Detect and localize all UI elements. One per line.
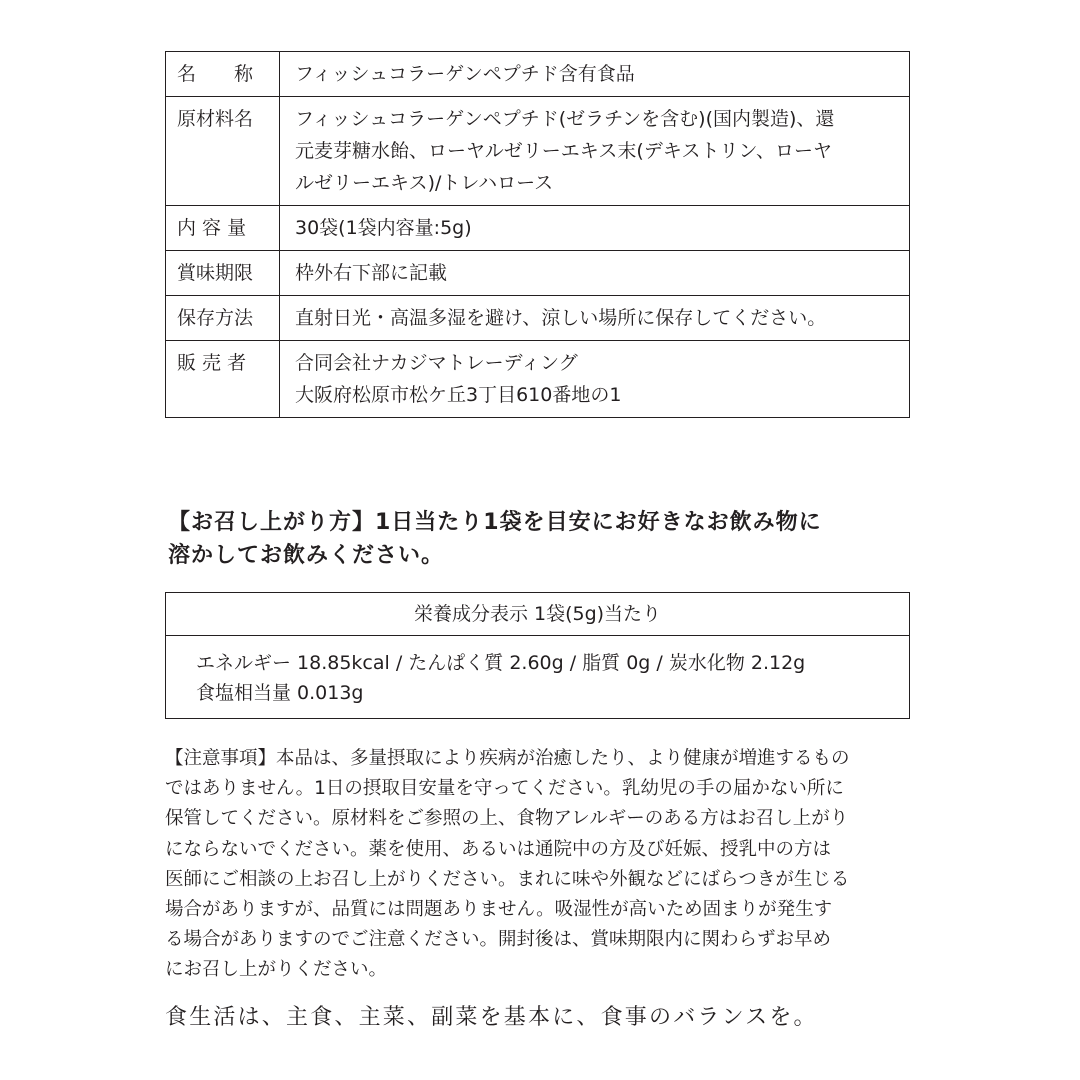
caution-line: にならないでください。薬を使用、あるいは通院中の方及び妊娠、授乳中の方は [165,838,832,860]
caution-line: る場合がありますのでご注意ください。開封後は、賞味期限内に関わらずお早め [165,929,832,951]
value-line: 直射日光・高温多湿を避け、涼しい場所に保存してください。 [295,307,827,329]
label-storage: 保存方法 [177,307,254,329]
value-line: フィッシュコラーゲンペプチド含有食品 [295,63,635,85]
product-info-table [165,51,910,418]
table-row [166,206,910,251]
value-line: 合同会社ナカジマトレーディング [295,352,578,374]
table-row [166,52,910,97]
value-line: 枠外右下部に記載 [295,262,448,284]
label-seller: 販 売 者 [177,352,247,374]
value-line: ルゼリーエキス)/トレハロース [295,172,554,194]
diet-message: 食生活は、主食、主菜、副菜を基本に、食事のバランスを。 [165,1005,818,1030]
caution-line: 医師にご相談の上お召し上がりください。まれに味や外観などにばらつきが生じる [165,868,850,890]
usage-instructions [168,506,928,572]
caution-text [165,744,925,986]
row-value [280,251,910,296]
value-line: 30袋(1袋内容量:5g) [295,217,472,239]
label-name: 名 称 [177,63,254,85]
nutrition-title: 栄養成分表示 1袋(5g)当たり [166,593,909,636]
row-label [166,206,280,251]
row-label [166,251,280,296]
value-line: フィッシュコラーゲンペプチド(ゼラチンを含む)(国内製造)、還 [295,108,835,130]
caution-line: ではありません。1日の摂取目安量を守ってください。乳幼児の手の届かない所に [165,778,844,800]
table-row [166,296,910,341]
caution-line: 【注意事項】本品は、多量摂取により疾病が治癒したり、より健康が増進するもの [165,748,850,769]
row-value [280,296,910,341]
row-value [280,52,910,97]
usage-line: 【お召し上がり方】1日当たり1袋を目安にお好きなお飲み物に [168,510,822,535]
value-line: 大阪府松原市松ケ丘3丁目610番地の1 [295,384,622,406]
caution-line: にお召し上がりください。 [165,959,388,981]
row-label [166,97,280,206]
nutrition-values [166,636,909,708]
label-contents: 内 容 量 [177,217,247,239]
row-label [166,296,280,341]
label-ingredients: 原材料名 [177,108,254,130]
table-row [166,341,910,418]
value-line: 元麦芽糖水飴、ローヤルゼリーエキス末(デキストリン、ローヤ [295,140,832,162]
nutrition-line: エネルギー 18.85kcal / たんぱく質 2.60g / 脂質 0g / 炭水化物 2.12g [196,652,806,674]
usage-line: 溶かしてお飲みください。 [168,543,445,568]
row-label [166,52,280,97]
table-row [166,251,910,296]
row-value [280,97,910,206]
nutrition-box [165,592,910,719]
caution-line: 場合がありますが、品質には問題ありません。吸湿性が高いため固まりが発生す [165,899,833,921]
row-value [280,206,910,251]
label-best-before: 賞味期限 [177,262,254,284]
table-row [166,97,910,206]
row-label [166,341,280,418]
caution-line: 保管してください。原材料をご参照の上、食物アレルギーのある方はお召し上がり [165,808,849,830]
nutrition-line: 食塩相当量 0.013g [196,682,364,704]
row-value [280,341,910,418]
